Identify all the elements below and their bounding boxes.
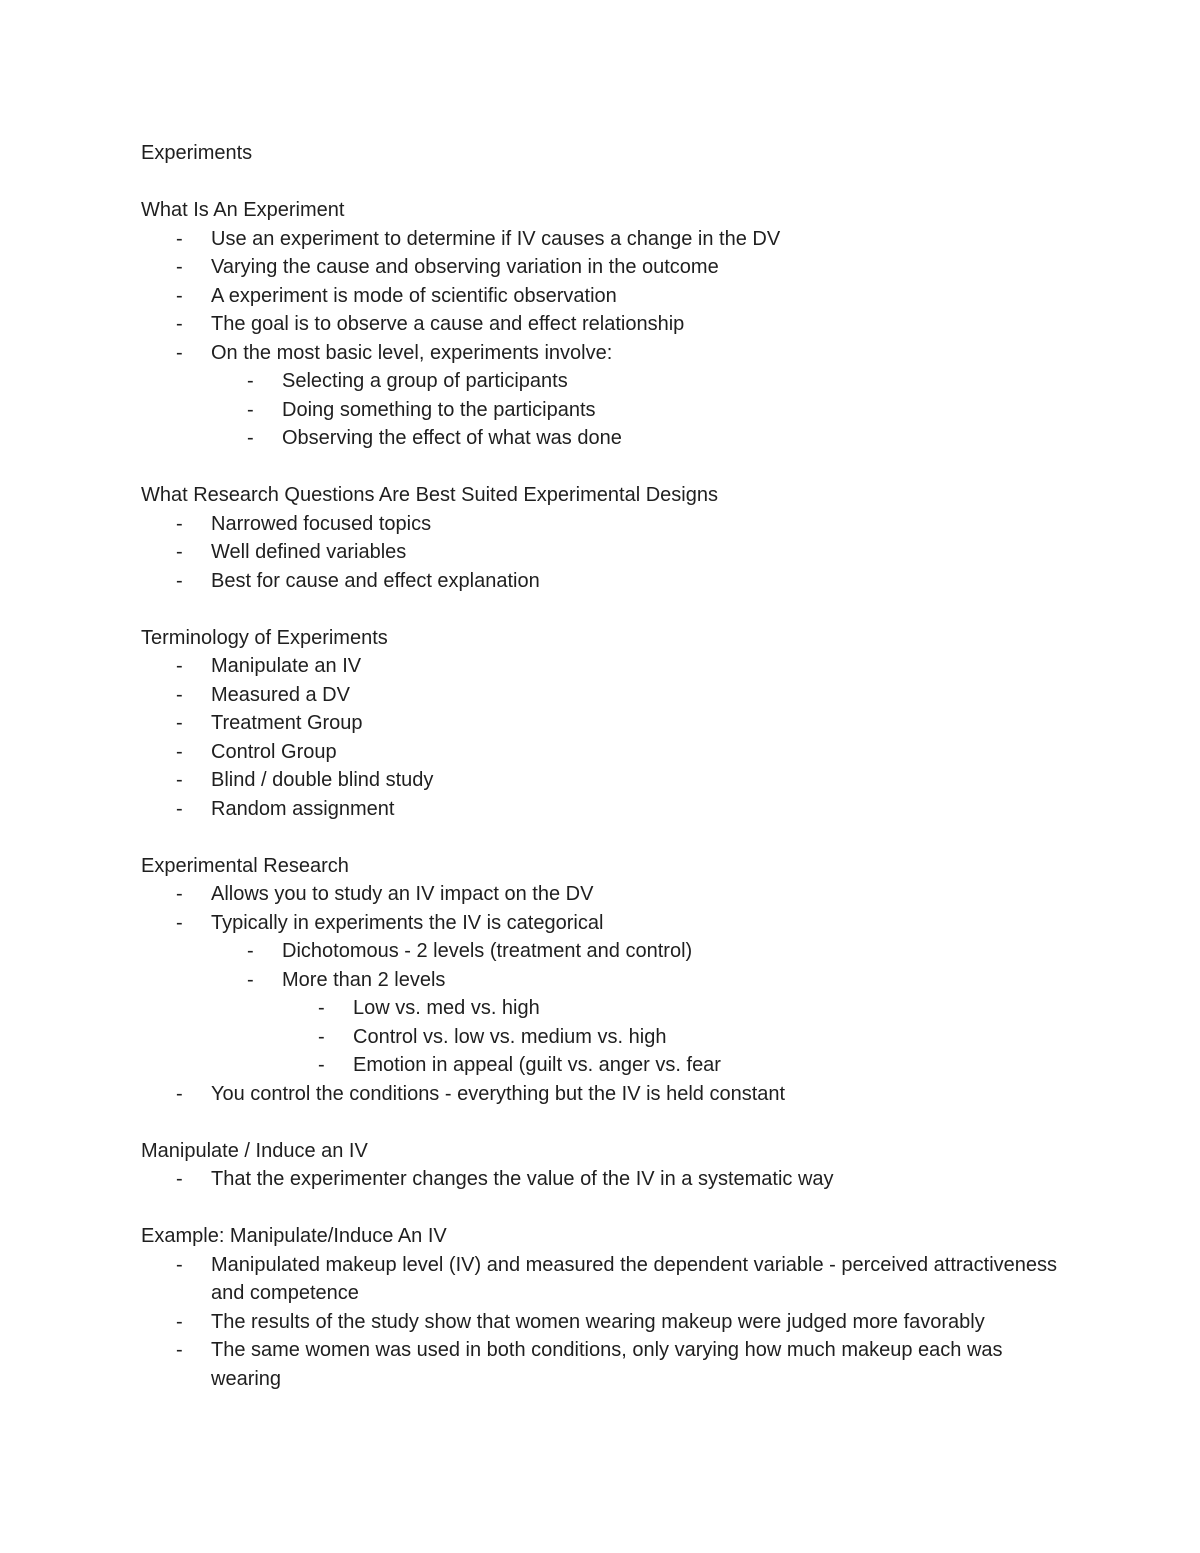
sub-list-item xyxy=(141,424,1061,453)
bullet-dash: - xyxy=(176,569,183,592)
section-manipulate-induce-iv xyxy=(141,1137,1061,1194)
bullet-dash: - xyxy=(247,940,254,962)
list-item xyxy=(141,1251,1061,1308)
bullet-dash: - xyxy=(176,911,183,934)
sub-sub-list-item xyxy=(141,1023,1061,1052)
bullet-dash: - xyxy=(176,341,183,364)
bullet-list xyxy=(141,225,1061,453)
list-item xyxy=(141,1336,1061,1393)
list-item xyxy=(141,510,1061,539)
section-terminology xyxy=(141,624,1061,824)
section-what-is-an-experiment xyxy=(141,196,1061,453)
sub-sub-list-item xyxy=(141,1051,1061,1080)
list-item-text: Allows you to study an IV impact on the DV xyxy=(211,883,594,905)
list-item-text: The goal is to observe a cause and effect relationship xyxy=(211,313,685,335)
sub-list-item xyxy=(141,937,1061,966)
bullet-dash: - xyxy=(176,683,183,706)
list-item-text: Observing the effect of what was done xyxy=(282,427,622,449)
section-research-questions xyxy=(141,481,1061,595)
list-item-text: That the experimenter changes the value of the IV in a systematic way xyxy=(211,1168,834,1190)
bullet-dash: - xyxy=(176,227,183,250)
list-item xyxy=(141,310,1061,339)
list-item-text: Narrowed focused topics xyxy=(211,512,432,535)
list-item-text: The same women was used in both conditions, only varying how much makeup each was wearing xyxy=(211,1339,1003,1390)
section-example-manipulate-iv xyxy=(141,1222,1061,1393)
list-item xyxy=(141,880,1061,909)
document-body xyxy=(141,139,1061,1422)
bullet-list xyxy=(141,1165,1061,1194)
list-item-text: On the most basic level, experiments involve: xyxy=(211,341,613,364)
bullet-dash: - xyxy=(318,1054,325,1076)
list-item xyxy=(141,738,1061,767)
list-item-text: Typically in experiments the IV is categorical xyxy=(211,911,604,934)
list-item xyxy=(141,339,1061,368)
list-item-text: Doing something to the participants xyxy=(282,398,596,421)
bullet-dash: - xyxy=(176,541,183,563)
bullet-dash: - xyxy=(176,712,183,734)
bullet-dash: - xyxy=(176,797,183,820)
bullet-dash: - xyxy=(176,284,183,307)
bullet-dash: - xyxy=(318,1025,325,1048)
section-heading: Manipulate / Induce an IV xyxy=(141,1139,368,1162)
list-item xyxy=(141,282,1061,311)
bullet-dash: - xyxy=(247,427,254,449)
bullet-dash: - xyxy=(176,883,183,905)
list-item-text: Blind / double blind study xyxy=(211,769,434,791)
list-item xyxy=(141,253,1061,282)
list-item-text: Measured a DV xyxy=(211,683,350,706)
list-item xyxy=(141,225,1061,254)
list-item-text: Manipulate an IV xyxy=(211,655,362,677)
bullet-dash: - xyxy=(247,398,254,421)
section-heading: What Research Questions Are Best Suited Experimental Designs xyxy=(141,484,718,506)
bullet-dash: - xyxy=(176,512,183,535)
list-item-text: Best for cause and effect explanation xyxy=(211,569,540,592)
list-item xyxy=(141,652,1061,681)
bullet-dash: - xyxy=(176,1168,183,1190)
list-item-text: Dichotomous - 2 levels (treatment and control) xyxy=(282,940,693,962)
sub-list-item xyxy=(141,966,1061,995)
sub-sub-list-item xyxy=(141,994,1061,1023)
list-item xyxy=(141,1080,1061,1109)
list-item xyxy=(141,795,1061,824)
bullet-dash: - xyxy=(176,313,183,335)
list-item-text: Control vs. low vs. medium vs. high xyxy=(353,1025,667,1048)
sub-list-item xyxy=(141,367,1061,396)
list-item-text: More than 2 levels xyxy=(282,968,446,991)
section-heading: What Is An Experiment xyxy=(141,199,345,221)
list-item xyxy=(141,709,1061,738)
list-item-text: Treatment Group xyxy=(211,712,363,734)
bullet-dash: - xyxy=(176,1310,183,1333)
bullet-dash: - xyxy=(176,256,183,278)
sub-list-item xyxy=(141,396,1061,425)
list-item-text: Control Group xyxy=(211,740,337,763)
list-item-text: Low vs. med vs. high xyxy=(353,997,540,1019)
bullet-dash: - xyxy=(176,655,183,677)
list-item xyxy=(141,538,1061,567)
list-item xyxy=(141,1308,1061,1337)
list-item-text: Random assignment xyxy=(211,797,395,820)
list-item-text: The results of the study show that women wearing makeup were judged more favorably xyxy=(211,1310,985,1333)
bullet-list xyxy=(141,1251,1061,1394)
list-item-text: Use an experiment to determine if IV causes a change in the DV xyxy=(211,227,781,250)
list-item-text: You control the conditions - everything but the IV is held constant xyxy=(211,1082,786,1105)
list-item-text: A experiment is mode of scientific observation xyxy=(211,284,617,307)
section-experimental-research xyxy=(141,852,1061,1109)
list-item xyxy=(141,681,1061,710)
list-item-text: Selecting a group of participants xyxy=(282,370,568,392)
list-item xyxy=(141,1165,1061,1194)
list-item-text: Well defined variables xyxy=(211,541,407,563)
bullet-list xyxy=(141,880,1061,1108)
bullet-dash: - xyxy=(318,997,325,1019)
bullet-dash: - xyxy=(176,740,183,763)
list-item xyxy=(141,909,1061,938)
bullet-dash: - xyxy=(176,1082,183,1105)
bullet-dash: - xyxy=(247,370,254,392)
bullet-dash: - xyxy=(247,968,254,991)
section-heading: Example: Manipulate/Induce An IV xyxy=(141,1225,447,1247)
bullet-dash: - xyxy=(176,1339,183,1361)
bullet-list xyxy=(141,510,1061,596)
section-heading: Terminology of Experiments xyxy=(141,626,388,649)
bullet-list xyxy=(141,652,1061,823)
list-item-text: Varying the cause and observing variation in the outcome xyxy=(211,256,719,278)
list-item xyxy=(141,567,1061,596)
document-title: Experiments xyxy=(141,142,253,164)
section-heading: Experimental Research xyxy=(141,854,349,877)
list-item xyxy=(141,766,1061,795)
list-item-text: Emotion in appeal (guilt vs. anger vs. fear xyxy=(353,1054,721,1076)
bullet-dash: - xyxy=(176,1253,183,1276)
list-item-text: Manipulated makeup level (IV) and measured the dependent variable - perceived attractiveness and competence xyxy=(211,1253,1058,1304)
bullet-dash: - xyxy=(176,769,183,791)
